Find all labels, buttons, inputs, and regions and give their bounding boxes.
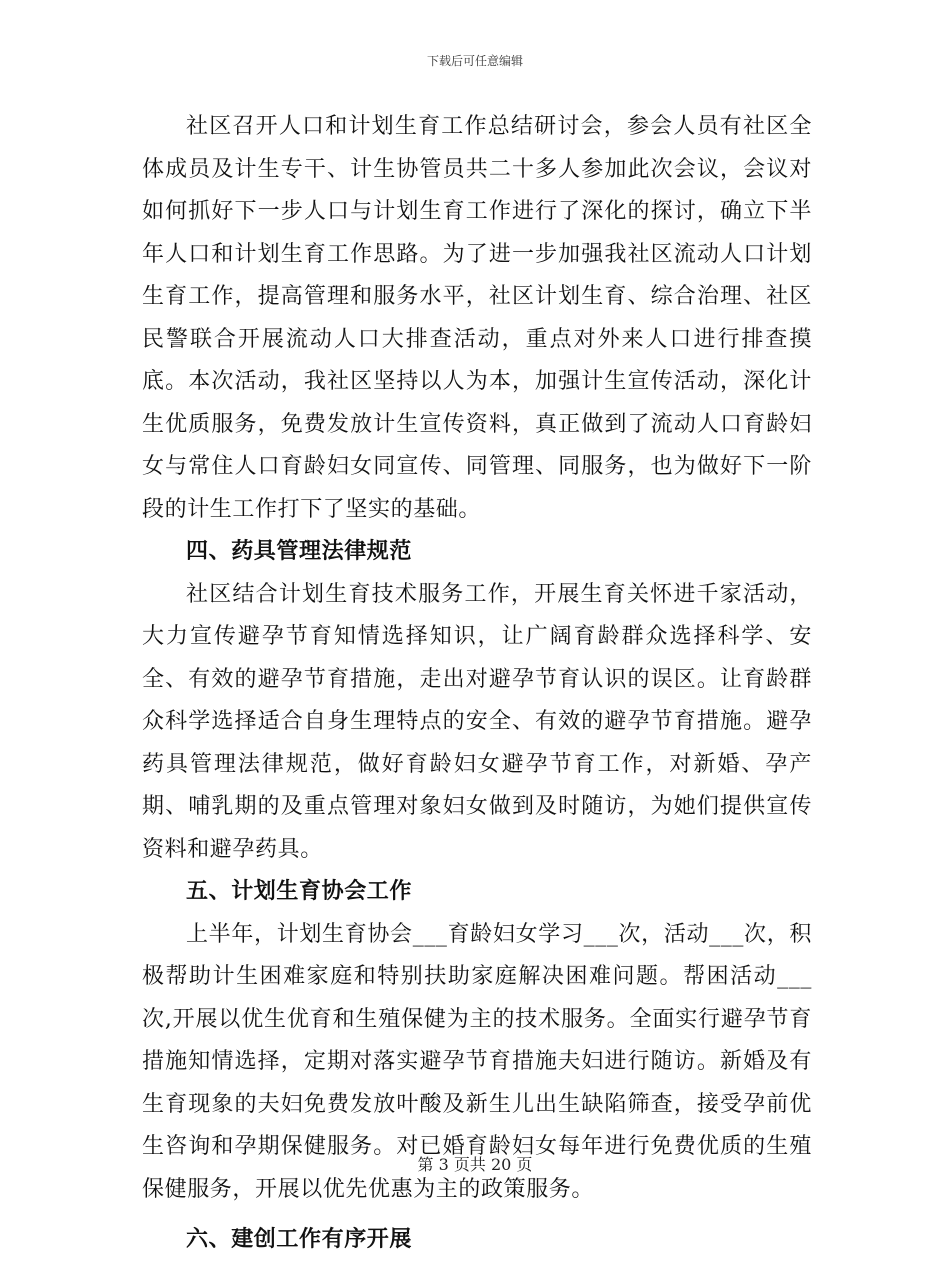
document-body: [142, 106, 812, 1262]
section-heading-4: 四、药具管理法律规范: [186, 539, 413, 564]
header-note: 下载后可任意编辑: [426, 54, 523, 68]
paragraph-community-meeting: 社区召开人口和计划生育工作总结研讨会，参会人员有社区全体成员及计生专干、计生协管员共二十多人参加此次会议，会议对如何抓好下一步人口与计划生育工作进行了深化的探讨，确立下半年人口和计划生育工作思路。为了进一步加强我社区流动人口计划生育工作，提高管理和服务水平，社区计划生育、综合治理、社区民警联合开展流动人口大排查活动，重点对外来人口进行排查摸底。本次活动，我社区坚持以人为本，加强计生宣传活动，深化计生优质服务，免费发放计生宣传资料，真正做到了流动人口育龄妇女与常住人口育龄妇女同宣传、同管理、同服务，也为做好下一阶段的计生工作打下了坚实的基础。: [142, 114, 812, 522]
section-heading-5: 五、计划生育协会工作: [186, 879, 413, 904]
section-heading-6: 六、建创工作有序开展: [186, 1227, 413, 1252]
paragraph-family-planning-association: 上半年，计划生育协会___育龄妇女学习___次，活动___次，积极帮助计生困难家庭和特别扶助家庭解决困难问题。帮困活动___次,开展以优生优育和生殖保健为主的技术服务。全面实行避孕节育措施知情选择，定期对落实避孕节育措施夫妇进行随访。新婚及有生育现象的夫妇免费发放叶酸及新生儿出生缺陷筛查，接受孕前优生咨询和孕期保健服务。对已婚育龄妇女每年进行免费优质的生殖保健服务，开展以优先优惠为主的政策服务。: [142, 921, 812, 1202]
paragraph-contraceptive-management: 社区结合计划生育技术服务工作，开展生育关怀进千家活动，大力宣传避孕节育知情选择知识，让广阔育龄群众选择科学、安全、有效的避孕节育措施，走出对避孕节育认识的误区。让育龄群众科学选择适合自身生理特点的安全、有效的避孕节育措施。避孕药具管理法律规范，做好育龄妇女避孕节育工作，对新婚、孕产期、哺乳期的及重点管理对象妇女做到及时随访，为她们提供宣传资料和避孕药具。: [142, 581, 812, 862]
page-number-footer: 第 3 页共 20 页: [417, 1155, 533, 1174]
